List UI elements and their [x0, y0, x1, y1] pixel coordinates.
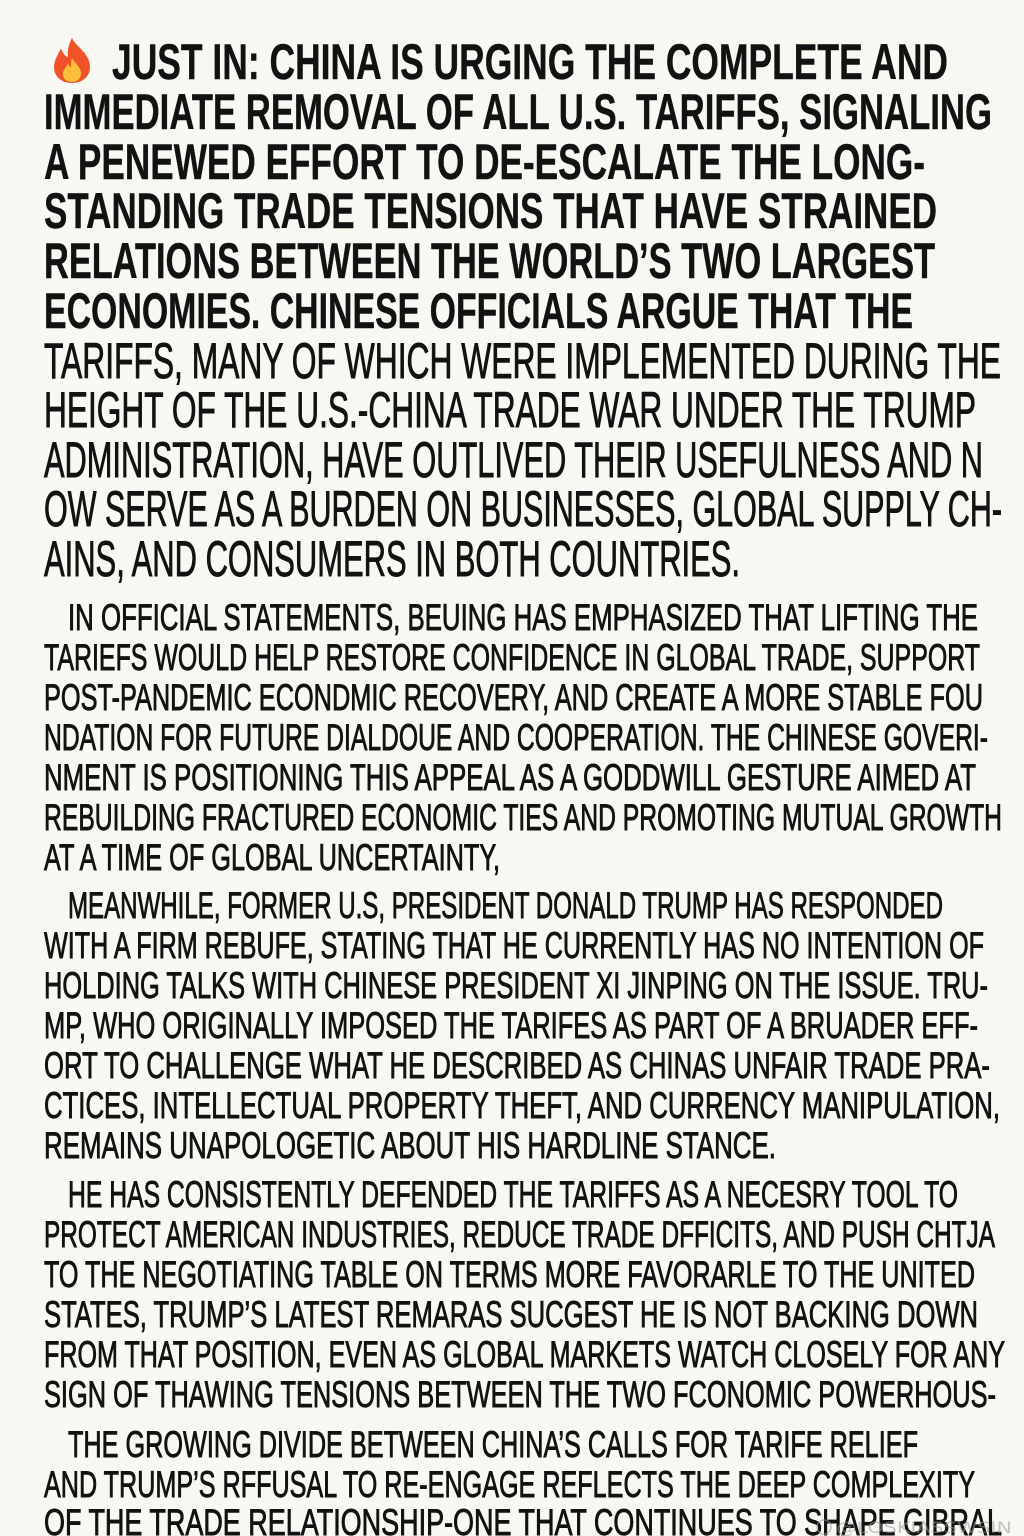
body-line: AT A TIME OF GLOBAL UNCERTAINTY, [44, 837, 500, 878]
body-line: POST-PANDEMIC ECONDMIC RECOVERY, AND CREATE A MORE STABLE FOU [44, 677, 983, 718]
watermark-text: @LOSKIASSWSIN [836, 1518, 1012, 1536]
headline-line: STANDING TRADE TENSIONS THAT HAVE STRAINED [44, 183, 938, 239]
body-paragraph [44, 597, 1002, 878]
body-line: CTICES, INTELLECTUAL PROPERTY THEFT, AND CURRENCY MANIPULATION, [44, 1085, 1000, 1126]
headline-line: AINS, AND CONSUMERS IN BOTH COUNTRIES. [44, 531, 740, 587]
body-line: REMAINS UNAPOLOGETIC ABOUT HIS HARDLINE STANCE. [44, 1125, 776, 1166]
body-line: STATES, TRUMP’S LATEST REMARAS SUCGEST HE IS NOT BACKING DOWN [44, 1294, 978, 1335]
body-line: PROTECT AMERICAN INDUSTRIES, REDUCE TRADE DFFICITS, AND PUSH CHTJA [44, 1214, 996, 1255]
headline-line: TARIFFS, MANY OF WHICH WERE IMPLEMENTED DURING THE [44, 333, 1001, 389]
body-line: MP, WHO ORIGINALLY IMPOSED THE TARIFES AS PART OF A BRUADER EFF- [44, 1005, 978, 1046]
headline-line: ECONOMIES. CHINESE OFFICIALS ARGUE THAT THE [44, 283, 913, 339]
body-line: TO THE NEGOTIATING TABLE ON TERMS MORE FAVORARLE TO THE UNITED [44, 1254, 975, 1295]
body-line: REBUILDING FRACTURED ECONOMIC TIES AND PROMOTING MUTUAL GROWTH [44, 797, 1002, 838]
body-line: FROM THAT POSITION, EVEN AS GLOBAL MARKETS WATCH CLOSELY FOR ANY [44, 1334, 1006, 1375]
body-line: TARIEFS WOULD HELP RESTORE CONFIDENCE IN GLOBAL TRADE, SUPPORT [44, 637, 980, 678]
article-body [44, 34, 1005, 1536]
body-line: AND TRUMP’S RFFUSAL TO RE-ENGAGE REFLECTS THE DEEP COMPLEXITY [44, 1464, 975, 1505]
body-line: NDATION FOR FUTURE DIALDOUE AND COOPERATION. THE CHINESE GOVERI- [44, 717, 988, 758]
body-line: MEANWHILE, FORMER U.S, PRESIDENT DONALD TRUMP HAS RESPONDED [68, 885, 943, 926]
headline-line: RELATIONS BETWEEN THE WORLD’S TWO LARGEST [44, 233, 935, 289]
body-line: ORT TO CHALLENGE WHAT HE DESCRIBED AS CHINAS UNFAIR TRADE PRA- [44, 1045, 990, 1086]
body-line: IN OFFICIAL STATEMENTS, BEUING HAS EMPHASIZED THAT LIFTING THE [68, 597, 978, 638]
headline-line: IMMEDIATE REMOVAL OF ALL U.S. TARIFFS, SIGNALING [44, 84, 992, 140]
headline-line: HEIGHT OF THE U.S.-CHINA TRADE WAR UNDER THE TRUMP [44, 382, 977, 438]
headline-line: JUST IN: CHINA IS URGING THE COMPLETE AND [112, 34, 948, 90]
headline-paragraph [44, 34, 1002, 587]
body-line: THE GROWING DIVIDE BETWEEN CHINA’S CALLS FOR TARIFE RELIEF [68, 1424, 918, 1465]
body-line: WITH A FIRM REBUFE, STATING THAT HE CURRENTLY HAS NO INTENTION OF [44, 925, 984, 966]
body-line: OF THE TRADE RELATIONSHIP-ONE THAT CONTINUES TO SHAPE GIBRAL [44, 1502, 1002, 1536]
headline-line: OW SERVE AS A BURDEN ON BUSINESSES, GLOBAL SUPPLY CH- [44, 481, 1002, 537]
body-paragraph [44, 1174, 1005, 1415]
watermark [817, 1518, 1012, 1536]
body-line: NMENT IS POSITIONING THIS APPEAL AS A GODDWILL GESTURE AIMED AT [44, 757, 976, 798]
body-line: SIGN OF THAWING TENSIONS BETWEEN THE TWO FCONOMIC POWERHOUS- [44, 1374, 996, 1415]
body-line: HE HAS CONSISTENTLY DEFENDED THE TARIFFS AS A NECESRY TOOL TO [68, 1174, 958, 1215]
body-paragraph [44, 885, 1000, 1166]
body-line: HOLDING TALKS WITH CHINESE PRESIDENT XI JINPING ON THE ISSUE. TRU- [44, 965, 988, 1006]
headline-line: A PENEWED EFFORT TO DE-ESCALATE THE LONG- [44, 134, 925, 190]
headline-line: ADMINISTRATION, HAVE OUTLIVED THEIR USEFULNESS AND N [44, 432, 983, 488]
